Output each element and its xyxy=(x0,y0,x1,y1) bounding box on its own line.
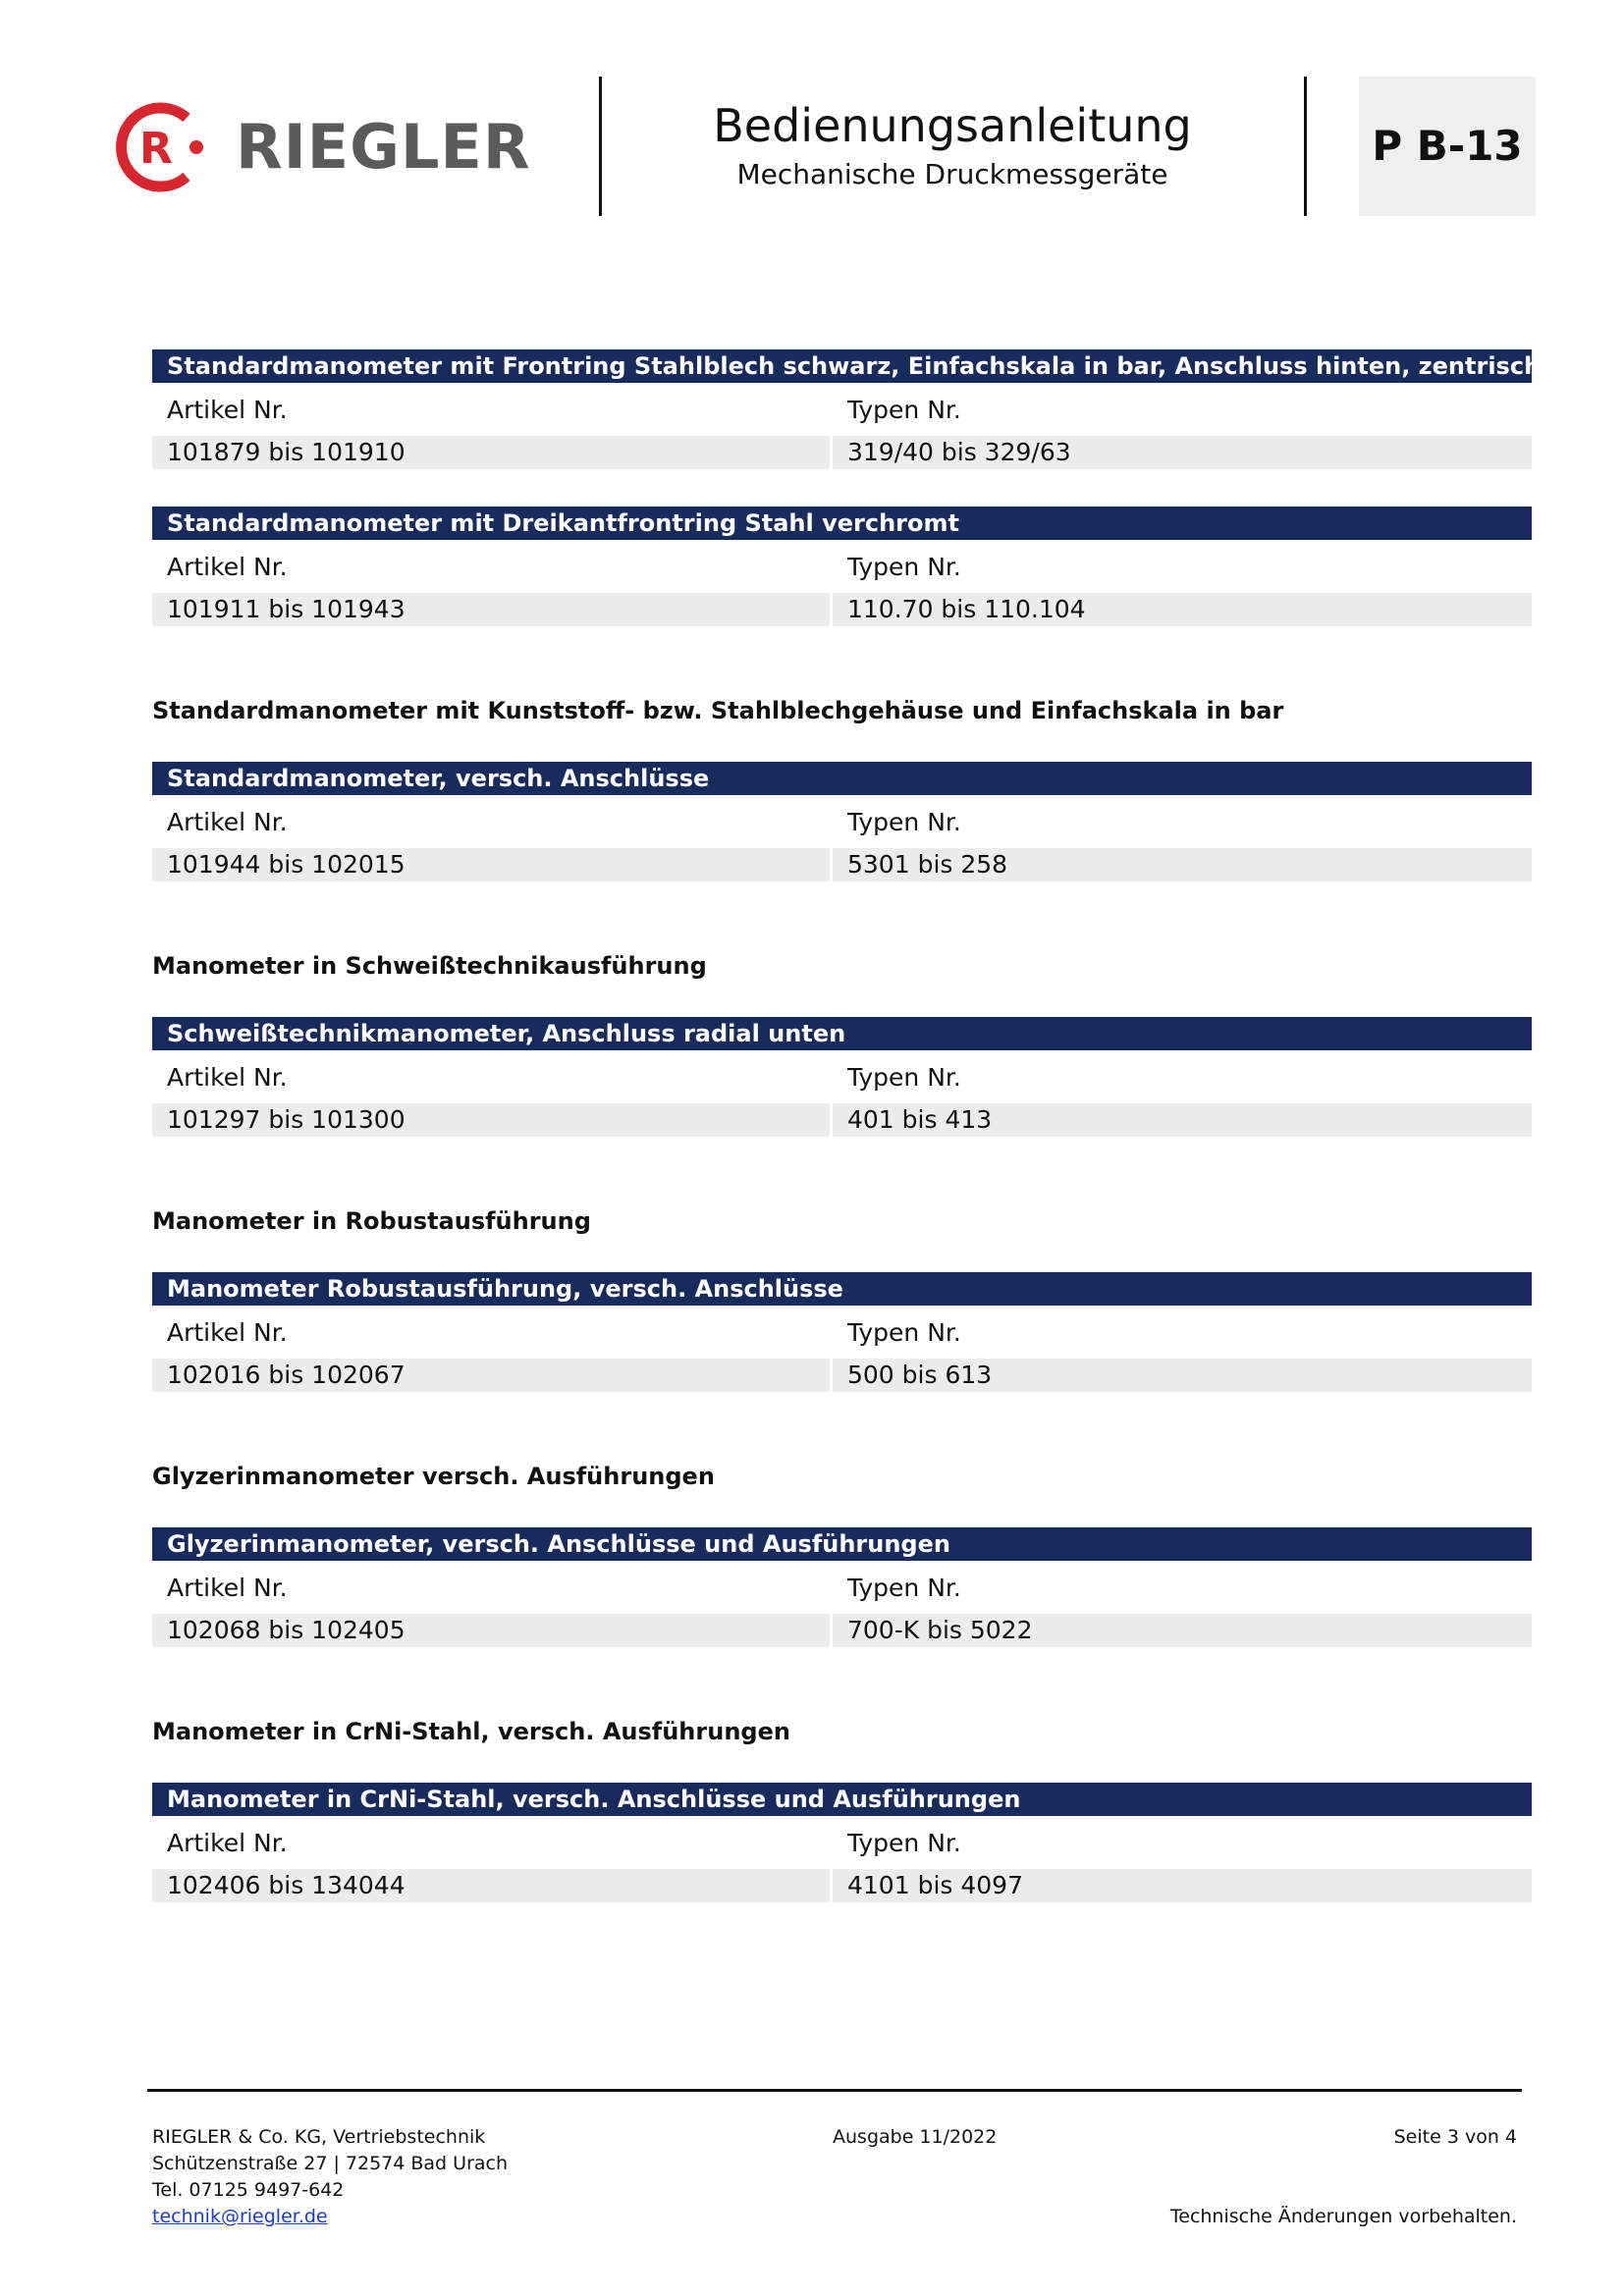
type-number-label: Typen Nr. xyxy=(847,1829,961,1857)
section-bar: Glyzerinmanometer, versch. Anschlüsse und Ausführungen xyxy=(152,1527,1532,1561)
value-row xyxy=(152,593,1532,626)
document-code-box xyxy=(1359,77,1536,216)
product-section xyxy=(152,1017,1532,1137)
footer-company: RIEGLER & Co. KG, Vertriebstechnik xyxy=(152,2126,486,2148)
footer-page-number: Seite 3 von 4 xyxy=(1393,2126,1517,2148)
value-row xyxy=(152,848,1532,881)
section-bar: Standardmanometer mit Dreikantfrontring Stahl verchromt xyxy=(152,507,1532,540)
section-bar: Manometer Robustausführung, versch. Anschlüsse xyxy=(152,1272,1532,1306)
column-header-row xyxy=(152,541,1532,593)
page-header xyxy=(0,0,1624,226)
article-number-value: 101297 bis 101300 xyxy=(167,1105,406,1134)
article-number-value: 102016 bis 102067 xyxy=(167,1361,406,1389)
article-number-label: Artikel Nr. xyxy=(167,1318,288,1347)
section-bar: Schweißtechnikmanometer, Anschluss radial unten xyxy=(152,1017,1532,1050)
product-section xyxy=(152,349,1542,469)
article-number-label: Artikel Nr. xyxy=(167,1829,288,1857)
product-section xyxy=(152,1527,1532,1647)
type-number-value: 500 bis 613 xyxy=(847,1361,993,1389)
column-header-row xyxy=(152,1051,1532,1103)
product-section xyxy=(152,1272,1532,1392)
logo-mark-letter: R xyxy=(139,124,173,174)
riegler-logo-mark-icon xyxy=(110,96,212,198)
column-header-row xyxy=(152,796,1532,848)
section-heading: Glyzerinmanometer versch. Ausführungen xyxy=(152,1463,715,1490)
value-row xyxy=(152,1103,1532,1137)
footer-disclaimer: Technische Änderungen vorbehalten. xyxy=(1169,2206,1517,2227)
section-bar: Standardmanometer mit Frontring Stahlblech schwarz, Einfachskala in bar, Anschluss hinten, zentrisch xyxy=(152,349,1532,383)
article-number-label: Artikel Nr. xyxy=(167,553,288,581)
section-heading: Manometer in Robustausführung xyxy=(152,1207,591,1235)
header-divider xyxy=(1304,77,1307,216)
column-header-row xyxy=(152,1307,1532,1359)
type-number-label: Typen Nr. xyxy=(847,1574,961,1602)
value-row xyxy=(152,1359,1532,1392)
type-number-value: 5301 bis 258 xyxy=(847,850,1008,879)
article-number-value: 102068 bis 102405 xyxy=(167,1616,406,1644)
riegler-logo xyxy=(110,96,542,198)
section-heading: Manometer in CrNi-Stahl, versch. Ausführungen xyxy=(152,1718,790,1745)
article-number-value: 101944 bis 102015 xyxy=(167,850,406,879)
article-number-label: Artikel Nr. xyxy=(167,396,288,424)
type-number-label: Typen Nr. xyxy=(847,1318,961,1347)
article-number-label: Artikel Nr. xyxy=(167,1063,288,1092)
value-row xyxy=(152,1869,1532,1902)
footer-email-link[interactable]: technik@riegler.de xyxy=(152,2206,328,2227)
column-header-row xyxy=(152,1817,1532,1869)
column-header-row xyxy=(152,384,1532,436)
type-number-label: Typen Nr. xyxy=(847,553,961,581)
product-section xyxy=(152,762,1532,881)
value-row xyxy=(152,436,1532,469)
document-code: P B-13 xyxy=(1372,122,1523,170)
footer-address: Schützenstraße 27 | 72574 Bad Urach xyxy=(152,2153,509,2174)
value-row xyxy=(152,1614,1532,1647)
product-section xyxy=(152,1783,1532,1902)
type-number-value: 4101 bis 4097 xyxy=(847,1871,1023,1899)
section-bar: Standardmanometer, versch. Anschlüsse xyxy=(152,762,1532,795)
main-content xyxy=(152,349,1542,1902)
article-number-label: Artikel Nr. xyxy=(167,1574,288,1602)
footer-phone: Tel. 07125 9497-642 xyxy=(152,2179,345,2201)
type-number-value: 110.70 bis 110.104 xyxy=(847,595,1086,623)
type-number-value: 401 bis 413 xyxy=(847,1105,993,1134)
type-number-value: 319/40 bis 329/63 xyxy=(847,438,1071,466)
article-number-value: 101911 bis 101943 xyxy=(167,595,406,623)
header-divider xyxy=(599,77,602,216)
article-number-value: 101879 bis 101910 xyxy=(167,438,406,466)
type-number-label: Typen Nr. xyxy=(847,808,961,836)
article-number-value: 102406 bis 134044 xyxy=(167,1871,406,1899)
type-number-value: 700-K bis 5022 xyxy=(847,1616,1033,1644)
document-title: Bedienungsanleitung xyxy=(713,99,1192,152)
section-heading: Standardmanometer mit Kunststoff- bzw. Stahlblechgehäuse und Einfachskala in bar xyxy=(152,697,1284,724)
section-bar: Manometer in CrNi-Stahl, versch. Anschlüsse und Ausführungen xyxy=(152,1783,1532,1816)
article-number-label: Artikel Nr. xyxy=(167,808,288,836)
product-section xyxy=(152,507,1532,626)
column-header-row xyxy=(152,1562,1532,1614)
footer-divider xyxy=(147,2089,1522,2092)
footer-edition: Ausgabe 11/2022 xyxy=(833,2126,998,2148)
document-subtitle: Mechanische Druckmessgeräte xyxy=(736,158,1168,190)
type-number-label: Typen Nr. xyxy=(847,396,961,424)
type-number-label: Typen Nr. xyxy=(847,1063,961,1092)
logo-wordmark: RIEGLER xyxy=(236,111,531,183)
section-heading: Manometer in Schweißtechnikausführung xyxy=(152,952,707,980)
